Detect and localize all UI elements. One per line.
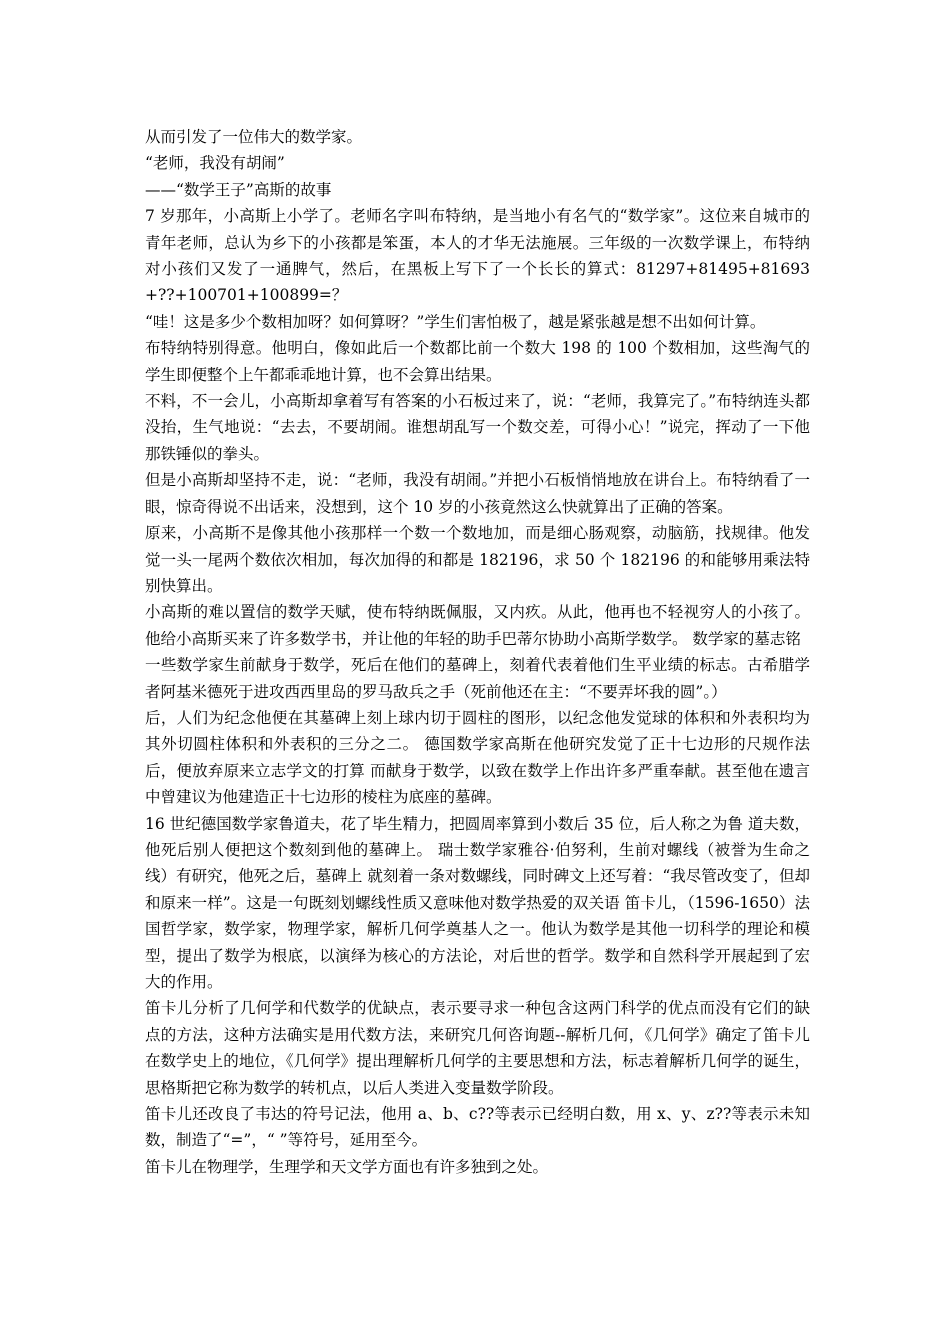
section-title-quote: “老师，我没有胡闹” (145, 154, 285, 173)
paragraph-gauss-school: 7 岁那年，小高斯上小学了。老师名字叫布特纳，是当地小有名气的“数学家”。这位来自城市的青年老师，总认为乡下的小孩都是笨蛋，本人的才华无法施展。三年级的一次数学课上，布特纳对小孩们又发了一通脾气，然后，在黑板上写下了一个长长的算式：81297+81495+81693+??+100701+100899=？ (145, 207, 810, 305)
paragraph-intro-line: 从而引发了一位伟大的数学家。 (145, 128, 363, 146)
paragraph-epitaphs-gauss: 后，人们为纪念他便在其墓碑上刻上球内切于圆柱的图形，以纪念他发觉球的体积和外表积均为其外切圆柱体积和外表积的三分之二。 德国数学家高斯在他研究发觉了正十七边形的尺规作法后，便放弃原来立志学文的打算 而献身于数学，以致在数学上作出许多严重奉献。甚至他在遗言中曾建议为他建造正十七边形的棱柱为底座的墓碑。 (145, 708, 810, 807)
paragraph-descartes-notation: 笛卡儿还改良了韦达的符号记法，他用 a、b、c??等表示已经明白数，用 x、y、z??等表示未知数，制造了“=”，“ ”等符号，延用至今。 (145, 1105, 810, 1150)
paragraph-teacher-pleased: 布特纳特别得意。他明白，像如此后一个数都比前一个数大 198 的 100 个数相加，这些淘气的学生即便整个上午都乖乖地计算，也不会算出结果。 (145, 339, 810, 384)
paragraph-epitaphs-archimedes: 一些数学家生前献身于数学，死后在他们的墓碑上，刻着代表着他们生平业绩的标志。古希腊学者阿基米德死于进攻西西里岛的罗马敌兵之手（死前他还在主：“不要弄坏我的圆”。） (145, 656, 810, 701)
paragraph-students-scared: “哇！这是多少个数相加呀？如何算呀？”学生们害怕极了，越是紧张越是想不出如何计算。 (145, 312, 766, 331)
paragraph-gauss-talent: 小高斯的难以置信的数学天赋，使布特纳既佩服，又内疚。从此，他再也不轻视穷人的小孩了。他给小高斯买来了许多数学书，并让他的年轻的助手巴蒂尔协助小高斯学数学。 数学家的墓志铭 (145, 603, 810, 648)
paragraph-gauss-finished: 不料，不一会儿，小高斯却拿着写有答案的小石板过来了，说：“老师，我算完了。”布特纳连头都没抬，生气地说：“去去，不要胡闹。谁想胡乱写一个数交差，可得小心！”说完，挥动了一下他那铁锤似的拳头。 (145, 392, 810, 463)
paragraph-rudolf-bernoulli-descartes: 16 世纪德国数学家鲁道夫，花了毕生精力，把圆周率算到小数后 35 位，后人称之为鲁 道夫数，他死后别人便把这个数刻到他的墓碑上。 瑞士数学家雅谷·伯努利，生前对螺线（被誉为生命之线）有研究，他死之后，墓碑上 就刻着一条对数螺线，同时碑文上还写着：“我尽管改变了，但却和原来一样”。这是一句既刻划螺线性质又意味他对数学热爱的双关语 笛卡儿，（1596-1650）法国哲学家，数学家，物理学家，解析几何学奠基人之一。他认为数学是其他一切科学的理论和模型，提出了数学为根底，以演绎为核心的方法论，对后世的哲学。数学和自然科学开展起到了宏大的作用。 (145, 814, 810, 991)
section-subtitle-gauss-story: ——“数学王子”高斯的故事 (145, 180, 332, 199)
paragraph-gauss-method: 原来，小高斯不是像其他小孩那样一个数一个数地加，而是细心肠观察，动脑筋，找规律。他发觉一头一尾两个数依次相加，每次加得的和都是 182196，求 50 个 182196 的和能够用乘法特别快算出。 (145, 524, 810, 595)
paragraph-descartes-geometry: 笛卡儿分析了几何学和代数学的优缺点，表示要寻求一种包含这两门科学的优点而没有它们的缺点的方法，这种方法确实是用代数方法，来研究几何咨询题--解析几何，《几何学》确定了笛卡儿在数学史上的地位，《几何学》提出理解析几何学的主要思想和方法，标志着解析几何学的诞生，思格斯把它称为数学的转机点，以后人类进入变量数学阶段。 (145, 999, 810, 1097)
paragraph-descartes-other-fields: 笛卡儿在物理学，生理学和天文学方面也有许多独到之处。 (145, 1157, 549, 1176)
paragraph-gauss-insists: 但是小高斯却坚持不走，说：“老师，我没有胡闹。”并把小石板悄悄地放在讲台上。布特纳看了一眼，惊奇得说不出话来，没想到，这个 10 岁的小孩竟然这么快就算出了正确的答案。 (145, 471, 810, 516)
document-body (145, 124, 810, 1180)
